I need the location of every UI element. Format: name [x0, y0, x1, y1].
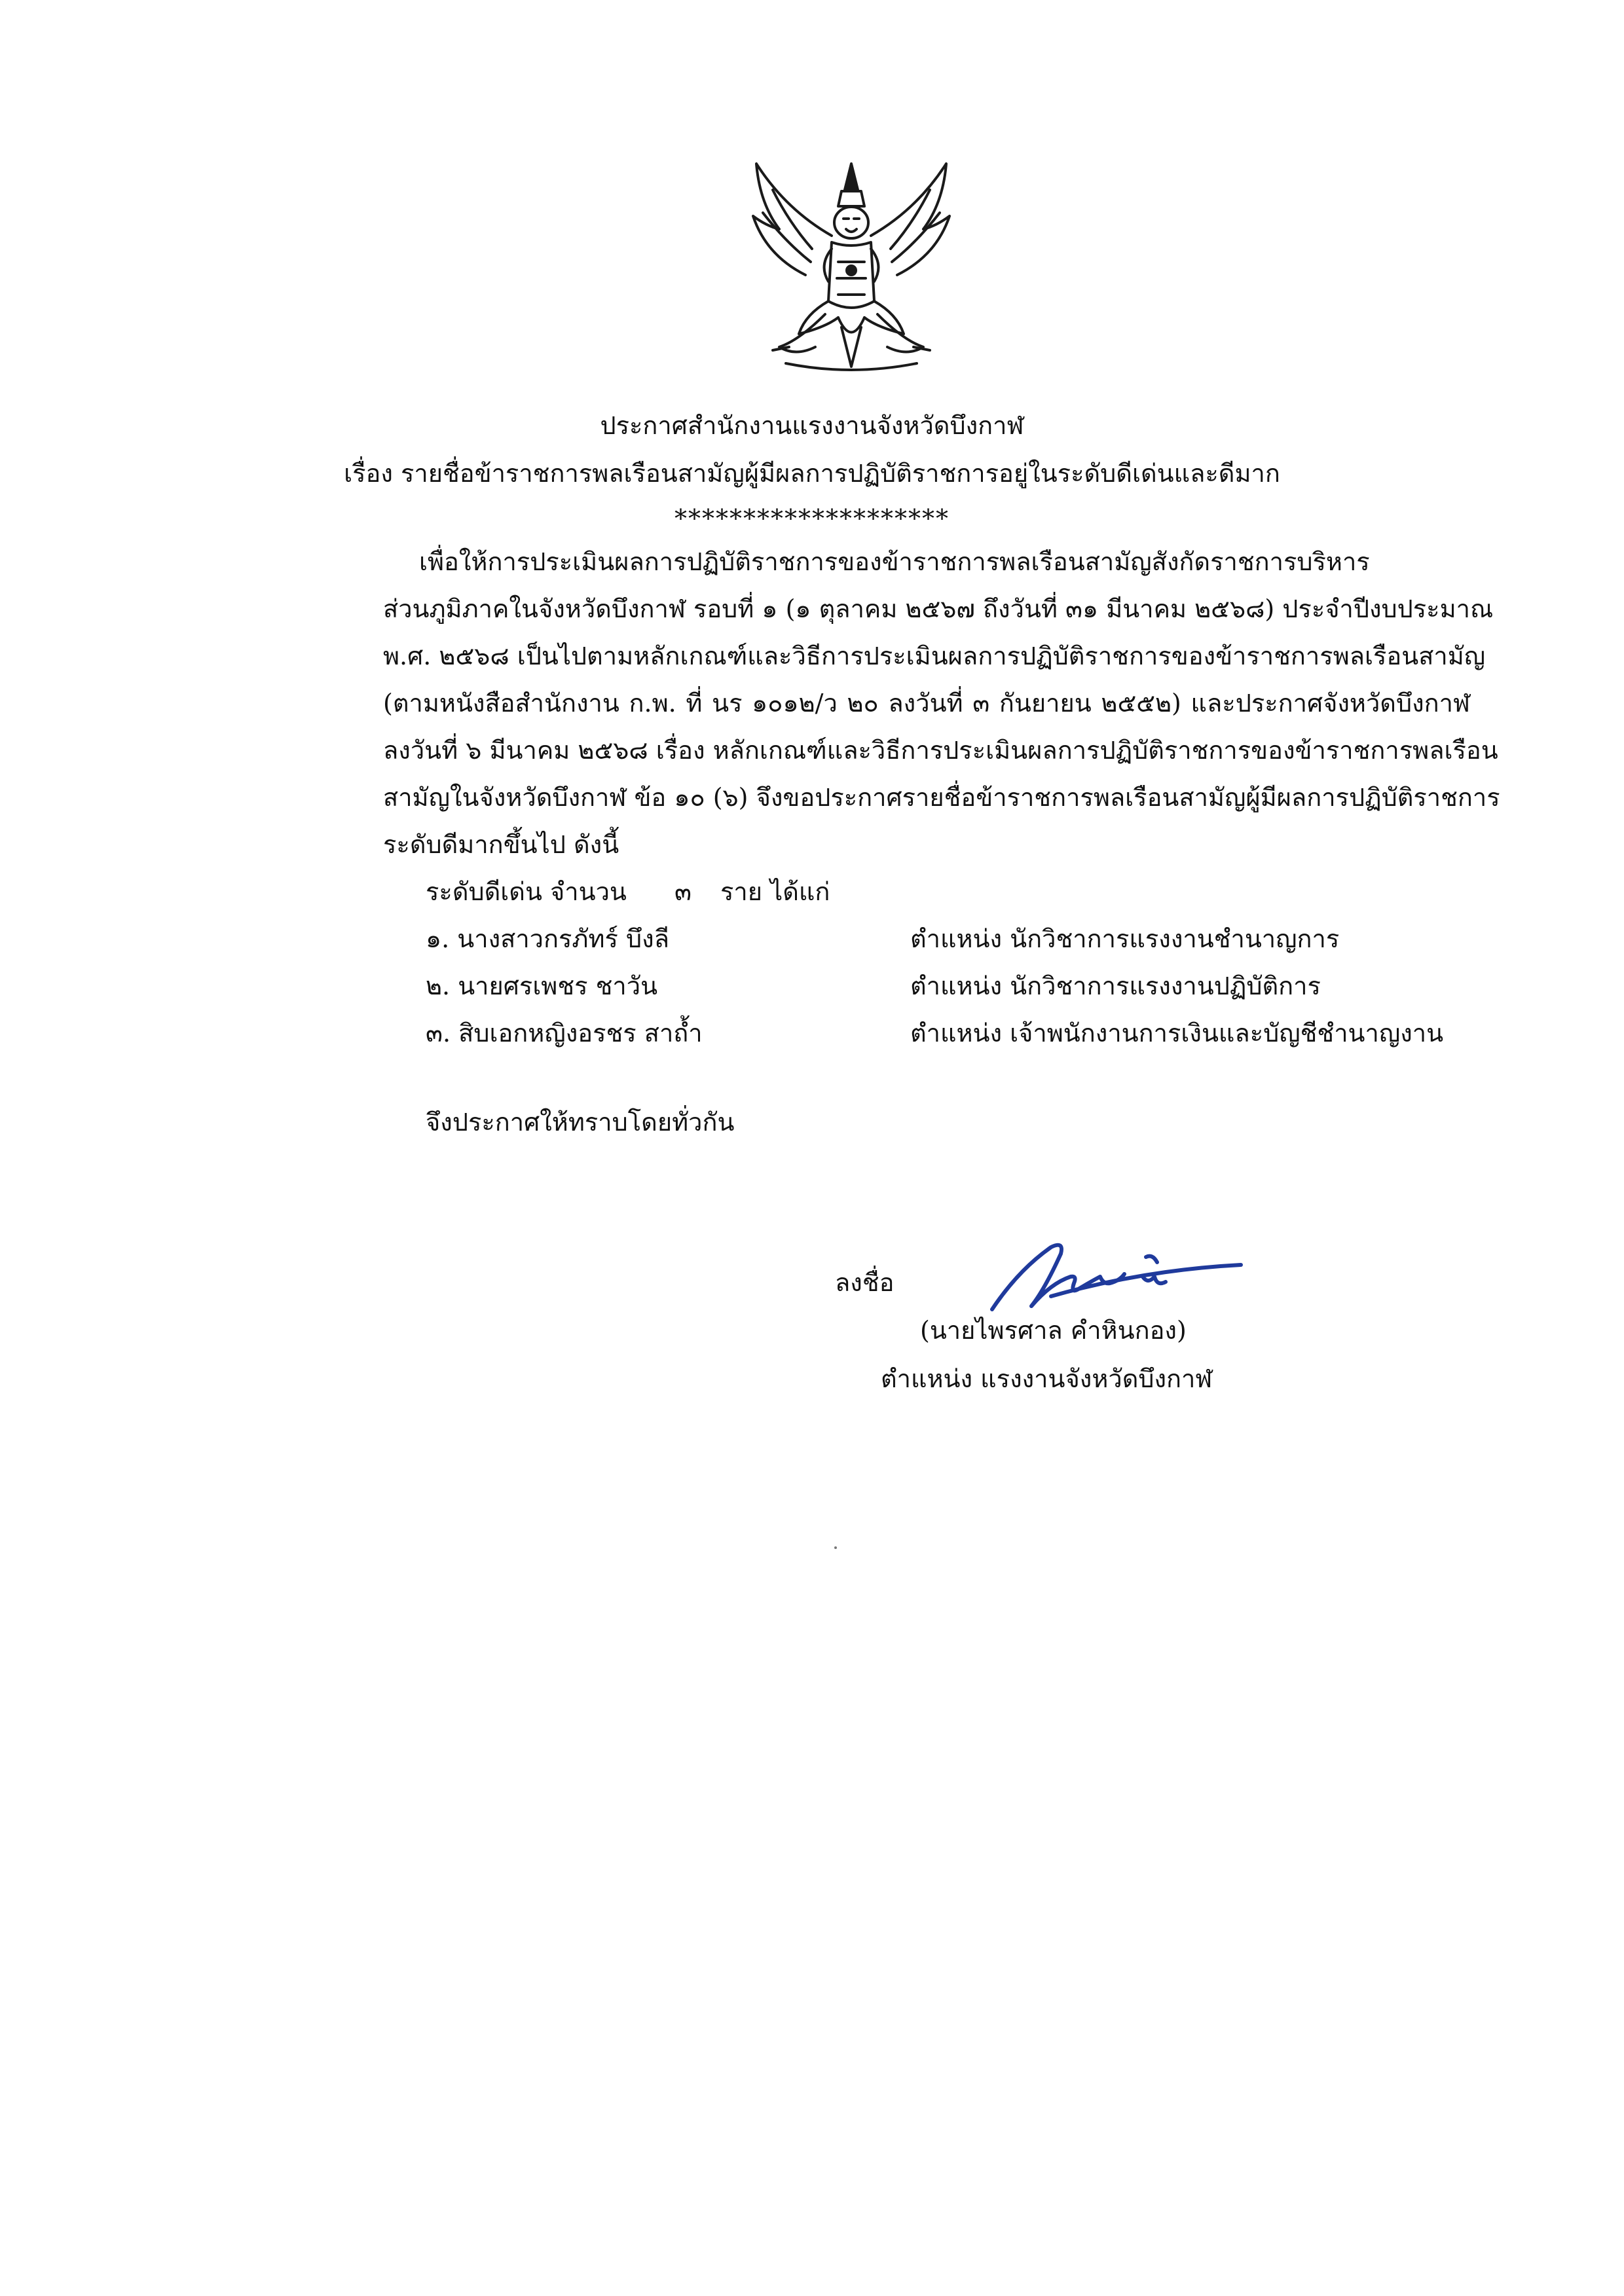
body-line: พ.ศ. ๒๕๖๘ เป็นไปตามหลักเกณฑ์และวิธีการประเมินผลการปฏิบัติราชการของข้าราชการพลเรือนสามัญ	[383, 642, 1486, 670]
signature-label: ลงชื่อ	[835, 1268, 895, 1297]
handwritten-signature	[979, 1231, 1247, 1322]
body-line: ระดับดีมากขึ้นไป ดังนี้	[383, 830, 619, 859]
level-count: ๓	[674, 877, 692, 906]
person-position: ตำแหน่ง นักวิชาการแรงงานชำนาญการ	[910, 924, 1340, 953]
level-suffix: ราย ได้แก่	[720, 877, 830, 906]
body-line: สามัญในจังหวัดบึงกาฬ ข้อ ๑๐ (๖) จึงขอประกาศรายชื่อข้าราชการพลเรือนสามัญผู้มีผลการปฏิบัติราชการ	[383, 783, 1500, 812]
announcement-title: ประกาศสำนักงานแรงงานจังหวัดบึงกาฬ	[600, 411, 1024, 440]
announcement-subject: เรื่อง รายชื่อข้าราชการพลเรือนสามัญผู้มีผลการปฏิบัติราชการอยู่ในระดับดีเด่นและดีมาก	[344, 459, 1280, 488]
signer-position: ตำแหน่ง แรงงานจังหวัดบึงกาฬ	[881, 1364, 1213, 1393]
person-name: ๑. นางสาวกรภัทร์ บึงลี	[426, 924, 669, 953]
body-line: เพื่อให้การประเมินผลการปฏิบัติราชการของข้าราชการพลเรือนสามัญสังกัดราชการบริหาร	[419, 547, 1370, 576]
level-label: ระดับดีเด่น จำนวน	[426, 877, 627, 906]
body-line: ลงวันที่ ๖ มีนาคม ๒๕๖๘ เรื่อง หลักเกณฑ์และวิธีการประเมินผลการปฏิบัติราชการของข้าราชการพลเรือน	[383, 736, 1498, 765]
garuda-emblem	[733, 151, 969, 386]
scan-speck	[834, 1546, 837, 1549]
body-line: (ตามหนังสือสำนักงาน ก.พ. ที่ นร ๑๐๑๒/ว ๒๐ ลงวันที่ ๓ กันยายน ๒๕๕๒) และประกาศจังหวัดบึงกาฬ	[383, 689, 1470, 718]
body-line: ส่วนภูมิภาคในจังหวัดบึงกาฬ รอบที่ ๑ (๑ ตุลาคม ๒๕๖๗ ถึงวันที่ ๓๑ มีนาคม ๒๕๖๘) ประจำปีงบประมาณ	[383, 594, 1494, 623]
title-separator: ********************	[674, 504, 950, 533]
person-name: ๒. นายศรเพชร ชาวัน	[426, 972, 658, 1000]
person-position: ตำแหน่ง นักวิชาการแรงงานปฏิบัติการ	[910, 972, 1321, 1000]
person-name: ๓. สิบเอกหญิงอรชร สาถ้ำ	[426, 1019, 703, 1048]
signer-name: (นายไพรศาล คำหินกอง)	[920, 1316, 1187, 1345]
person-position: ตำแหน่ง เจ้าพนักงานการเงินและบัญชีชำนาญงาน	[910, 1019, 1444, 1048]
closing-statement: จึงประกาศให้ทราบโดยทั่วกัน	[426, 1108, 735, 1137]
